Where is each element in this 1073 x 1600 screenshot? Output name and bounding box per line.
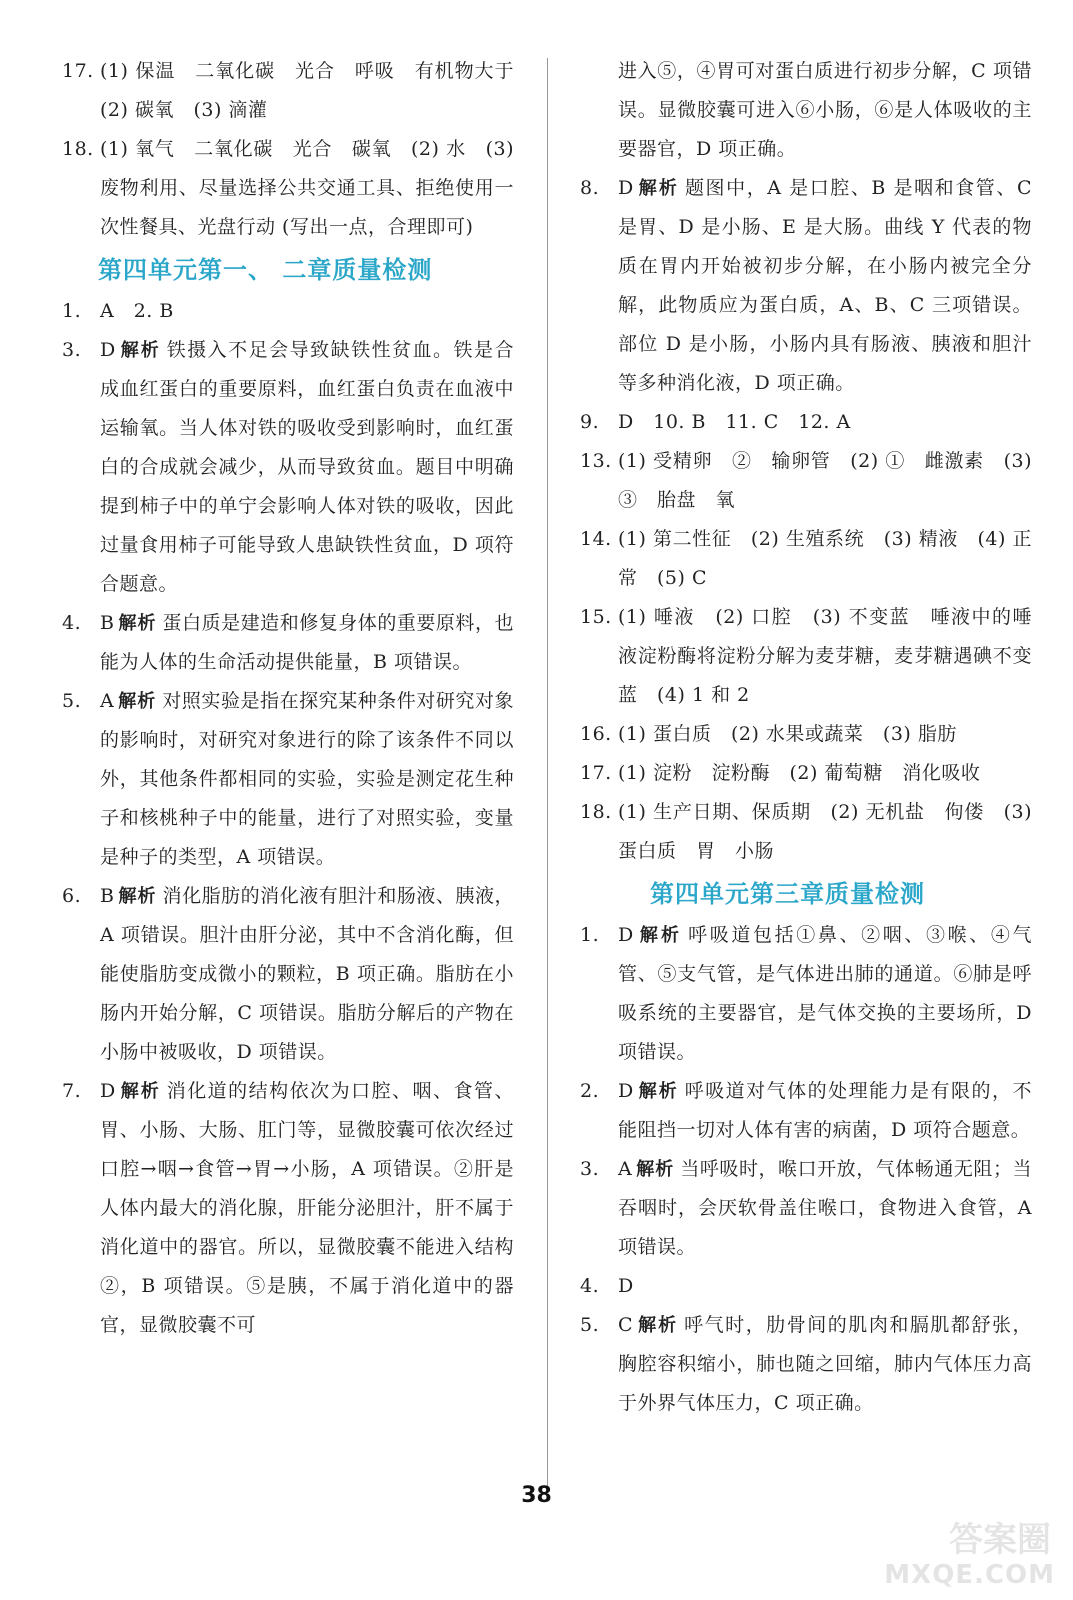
- answer-4: [62, 604, 514, 682]
- item-number: 17.: [62, 60, 94, 82]
- analysis-label: 解析: [637, 1315, 679, 1336]
- answer-18: [580, 793, 1032, 871]
- answer-3: [580, 1150, 1032, 1267]
- answer-2: [580, 1072, 1032, 1150]
- item-text: 进入⑤，④胃可对蛋白质进行初步分解，C 项错误。显微胶囊可进入⑥小肠，⑥是人体吸收的主要器官，D 项正确。: [618, 60, 1032, 160]
- item-text: 对照实验是指在探究某种条件对研究对象的影响时，对研究对象进行的除了该条件不同以外，其他条件都相同的实验，实验是测定花生种子和核桃种子中的能量，进行了对照实验，变量是种子的类型，A 项错误。: [100, 690, 514, 868]
- answer-4: [580, 1267, 1032, 1306]
- item-number: 4.: [580, 1275, 600, 1297]
- item-text: (1) 淀粉 淀粉酶 (2) 葡萄糖 消化吸收: [618, 762, 981, 784]
- analysis-label: 解析: [118, 613, 157, 634]
- answer-18: [62, 130, 514, 247]
- item-text: (1) 蛋白质 (2) 水果或蔬菜 (3) 脂肪: [618, 723, 957, 745]
- answer-16: [580, 715, 1032, 754]
- item-text: 呼吸道对气体的处理能力是有限的，不能阻挡一切对人体有害的病菌，D 项符合题意。: [618, 1080, 1032, 1141]
- answer-1-2: [62, 292, 514, 331]
- item-text: D: [618, 1275, 634, 1297]
- page-number: 38: [521, 1483, 552, 1508]
- analysis-label: 解析: [119, 340, 161, 361]
- item-number: 16.: [580, 723, 612, 745]
- answer-3: [62, 331, 514, 604]
- item-text: 消化道的结构依次为口腔、咽、食管、胃、小肠、大肠、肛门等，显微胶囊可依次经过口腔→咽→食管→胃→小肠，A 项错误。②肝是人体内最大的消化腺，肝能分泌胆汁，肝不属于消化道中的器官。所以，显微胶囊不能进入结构②，B 项错误。⑤是胰，不属于消化道中的器官，显微胶囊不可: [100, 1080, 514, 1336]
- answer-5: [62, 682, 514, 877]
- answer-15: [580, 598, 1032, 715]
- item-number: 9.: [580, 411, 600, 433]
- analysis-label: 解析: [637, 178, 679, 199]
- answer-letter: D: [618, 177, 634, 199]
- analysis-label: 解析: [637, 1081, 679, 1102]
- answer-letter: C: [618, 1314, 634, 1336]
- item-number: 4.: [62, 612, 82, 634]
- answer-letter: D: [618, 924, 634, 946]
- answer-5: [580, 1306, 1032, 1423]
- answer-17: [580, 754, 1032, 793]
- item-text: (1) 氧气 二氧化碳 光合 碳氧 (2) 水 (3) 废物利用、尽量选择公共交通工具、拒绝使用一次性餐具、光盘行动 (写出一点，合理即可): [100, 138, 514, 238]
- watermark-bottom-text: MXQE.COM: [884, 1560, 1055, 1590]
- item-number: 1.: [62, 300, 82, 322]
- item-number: 8.: [580, 177, 600, 199]
- answer-letter: A: [100, 690, 115, 712]
- item-number: 15.: [580, 606, 612, 628]
- right-column: [580, 52, 1032, 1423]
- answer-6: [62, 877, 514, 1072]
- item-number: 6.: [62, 885, 82, 907]
- item-text: (1) 唾液 (2) 口腔 (3) 不变蓝 唾液中的唾液淀粉酶将淀粉分解为麦芽糖，麦芽糖遇碘不变蓝 (4) 1 和 2: [618, 606, 1032, 706]
- item-number: 18.: [580, 801, 612, 823]
- answer-14: [580, 520, 1032, 598]
- left-column: [62, 52, 534, 1345]
- section-heading-chapter-3: 第四单元第三章质量检测: [650, 880, 925, 908]
- answer-letter: B: [100, 885, 115, 907]
- column-divider: [547, 58, 548, 1490]
- answer-letter: B: [100, 612, 115, 634]
- watermark-top-text: 答案圈: [949, 1520, 1051, 1560]
- item-number: 13.: [580, 450, 612, 472]
- answer-letter: D: [618, 1080, 634, 1102]
- analysis-label: 解析: [118, 886, 157, 907]
- item-number: 3.: [62, 339, 82, 361]
- watermark-logo: [884, 1512, 1061, 1592]
- item-number: 7.: [62, 1080, 82, 1102]
- item-text: 题图中，A 是口腔、B 是咽和食管、C 是胃、D 是小肠、E 是大肠。曲线 Y 代表的物质在胃内开始被初步分解，在小肠内被完全分解，此物质应为蛋白质，A、B、C 三项错误。部位 D 是小肠，小肠内具有肠液、胰液和胆汁等多种消化液，D 项正确。: [618, 177, 1032, 394]
- item-number: 1.: [580, 924, 600, 946]
- answer-17: [62, 52, 534, 130]
- analysis-label: 解析: [636, 1159, 675, 1180]
- item-text: 消化脂肪的消化液有胆汁和肠液、胰液，A 项错误。胆汁由肝分泌，其中不含消化酶，但能使脂肪变成微小的颗粒，B 项正确。脂肪在小肠内开始分解，C 项错误。脂肪分解后的产物在小肠中被吸收，D 项错误。: [100, 885, 514, 1063]
- answer-letter: A: [618, 1158, 633, 1180]
- item-number: 2.: [580, 1080, 600, 1102]
- answer-9-12: [580, 403, 1032, 442]
- item-number: 5.: [62, 690, 82, 712]
- answer-13: [580, 442, 1032, 520]
- item-number: 14.: [580, 528, 612, 550]
- item-text: A 2. B: [100, 300, 174, 322]
- analysis-label: 解析: [119, 1081, 161, 1102]
- item-number: 5.: [580, 1314, 600, 1336]
- item-number: 18.: [62, 138, 94, 160]
- item-text: 呼吸道包括①鼻、②咽、③喉、④气管、⑤支气管，是气体进出肺的通道。⑥肺是呼吸系统的主要器官，是气体交换的主要场所，D 项错误。: [618, 924, 1032, 1063]
- answer-7: [62, 1072, 514, 1345]
- item-number: 17.: [580, 762, 612, 784]
- item-text: (1) 受精卵 ② 输卵管 (2) ① 雌激素 (3) ③ 胎盘 氧: [618, 450, 1032, 511]
- item-text: 当呼吸时，喉口开放，气体畅通无阻；当吞咽时，会厌软骨盖住喉口，食物进入食管，A 项错误。: [618, 1158, 1032, 1258]
- analysis-label: 解析: [637, 925, 683, 946]
- item-text: (1) 第二性征 (2) 生殖系统 (3) 精液 (4) 正常 (5) C: [618, 528, 1032, 589]
- answer-letter: D: [100, 1080, 116, 1102]
- section-heading-chapter-1-2: 第四单元第一、 二章质量检测: [98, 256, 433, 284]
- item-text: 蛋白质是建造和修复身体的重要原料，也能为人体的生命活动提供能量，B 项错误。: [100, 612, 514, 673]
- analysis-label: 解析: [118, 691, 157, 712]
- item-number: 3.: [580, 1158, 600, 1180]
- item-text: 呼气时，肋骨间的肌肉和膈肌都舒张，胸腔容积缩小，肺也随之回缩，肺内气体压力高于外界气体压力，C 项正确。: [618, 1314, 1032, 1414]
- item-text: 铁摄入不足会导致缺铁性贫血。铁是合成血红蛋白的重要原料，血红蛋白负责在血液中运输氧。当人体对铁的吸收受到影响时，血红蛋白的合成就会减少，从而导致贫血。题目中明确提到柿子中的单宁会影响人体对铁的吸收，因此过量食用柿子可能导致人患缺铁性贫血，D 项符合题意。: [100, 339, 514, 595]
- answer-7-continued: [580, 52, 1032, 169]
- item-text: D 10. B 11. C 12. A: [618, 411, 851, 433]
- item-text: (1) 保温 二氧化碳 光合 呼吸 有机物大于 (2) 碳氧 (3) 滴灌: [100, 60, 534, 121]
- answer-8: [580, 169, 1032, 403]
- answer-1: [580, 916, 1032, 1072]
- answer-letter: D: [100, 339, 116, 361]
- item-text: (1) 生产日期、保质期 (2) 无机盐 佝偻 (3) 蛋白质 胃 小肠: [618, 801, 1032, 862]
